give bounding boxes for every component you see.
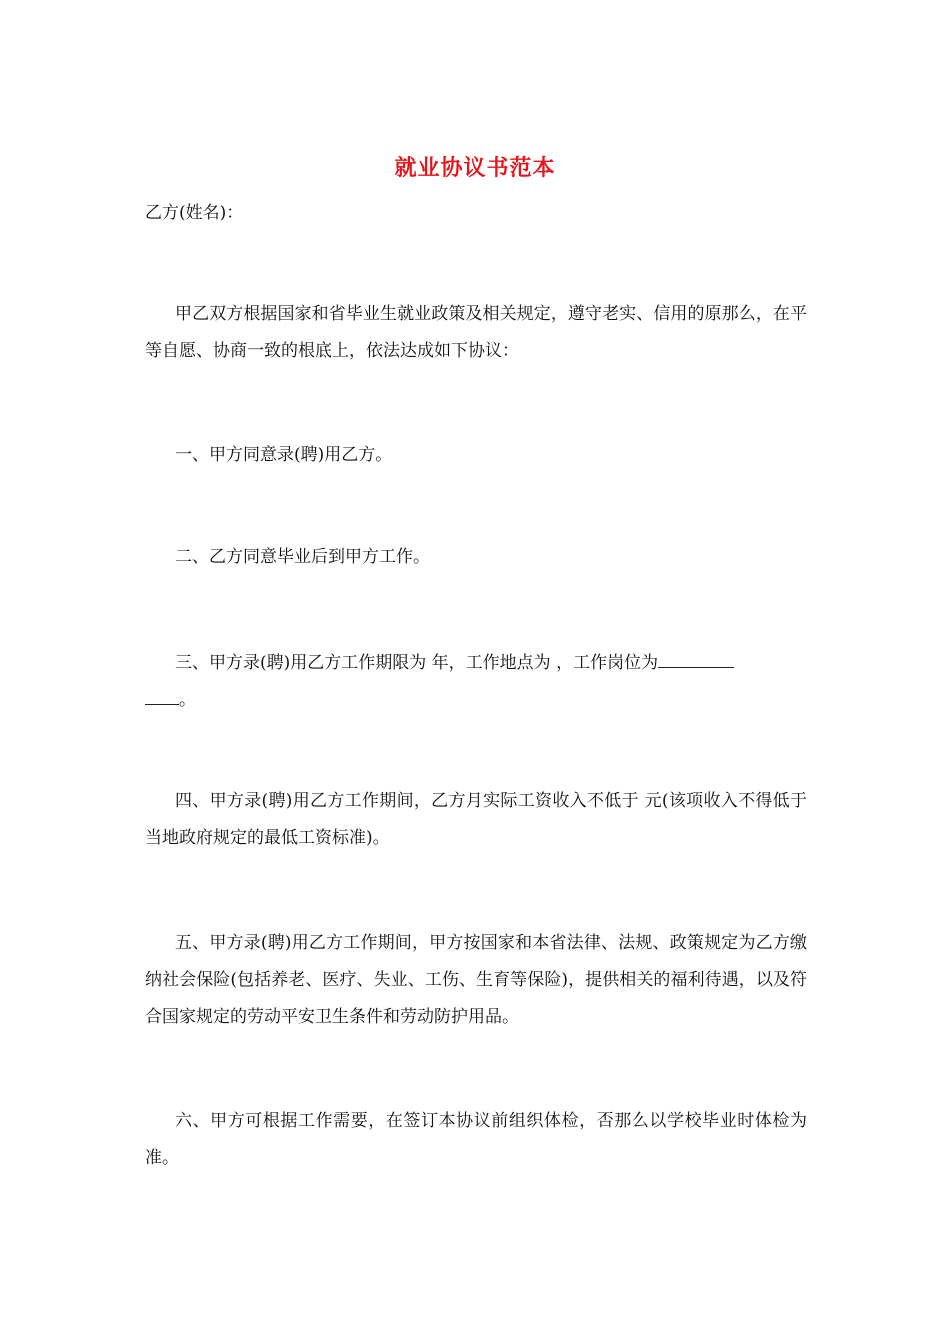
- party-b-line: 乙方(姓名)：: [145, 203, 244, 223]
- intro-paragraph: 甲乙双方根据国家和省毕业生就业政策及相关规定，遵守老实、信用的原那么，在平等自愿、协商一致的根底上，依法达成如下协议：: [145, 304, 807, 361]
- job-position-blank: [658, 653, 734, 668]
- clause-3-text: 三、甲方录(聘)用乙方工作期限为 年，工作地点为 ，工作岗位为: [175, 653, 659, 673]
- clause-6: 六、甲方可根据工作需要，在签订本协议前组织体检，否那么以学校毕业时体检为准。: [145, 1111, 807, 1168]
- clause-1: 一、甲方同意录(聘)用乙方。: [175, 445, 393, 465]
- clause-2: 二、乙方同意毕业后到甲方工作。: [175, 547, 430, 567]
- clause-3: [145, 645, 807, 719]
- clause-5: 五、甲方录(聘)用乙方工作期间，甲方按国家和本省法律、法规、政策规定为乙方缴纳社会保险(包括养老、医疗、失业、工伤、生育等保险)，提供相关的福利待遇，以及符合国家规定的劳动平安卫生条件和劳动防护用品。: [145, 933, 807, 1027]
- clause-3-end: 。: [179, 690, 196, 710]
- job-position-blank-continued: [145, 690, 179, 705]
- clause-4: 四、甲方录(聘)用乙方工作期间，乙方月实际工资收入不低于 元(该项收入不得低于当地政府规定的最低工资标准)。: [145, 791, 807, 848]
- document-title: 就业协议书范本: [394, 155, 556, 181]
